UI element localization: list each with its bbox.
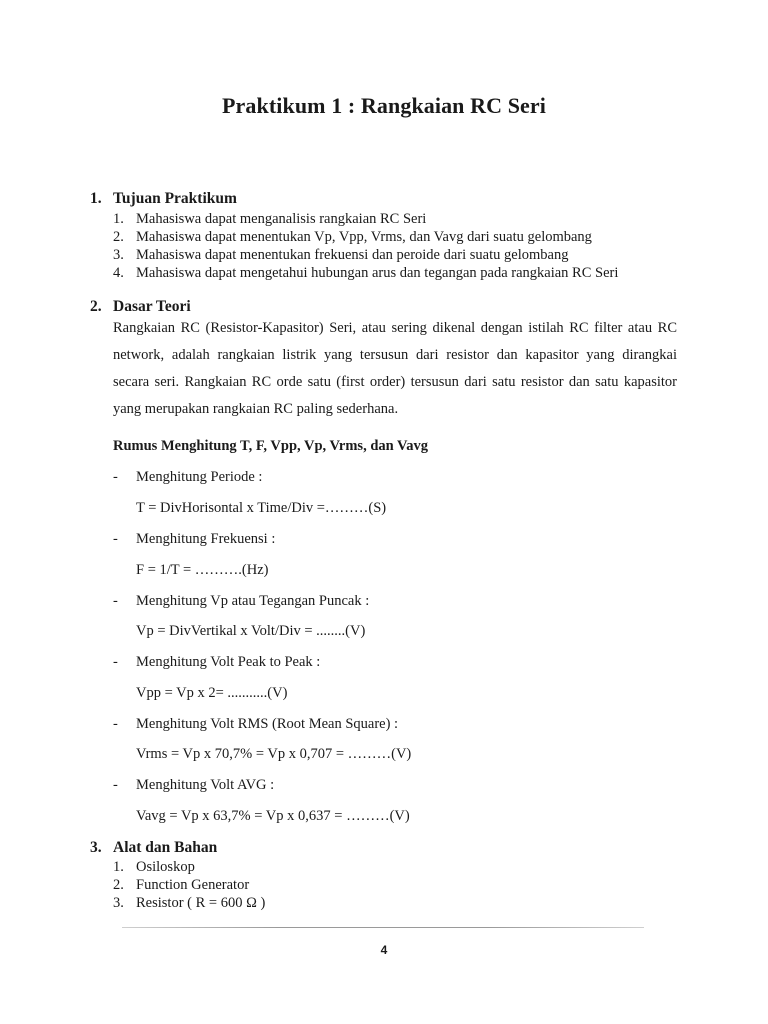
- paragraph-line: yang merupakan rangkaian RC paling sederhana.: [113, 401, 399, 417]
- formula-label-text: Menghitung Periode :: [136, 469, 263, 485]
- formula-label-text: Menghitung Volt Peak to Peak :: [136, 654, 321, 670]
- list-item: [113, 210, 618, 228]
- formula-label-text: Menghitung Volt AVG :: [136, 777, 275, 793]
- list-item-number: 3.: [113, 247, 124, 263]
- dash-bullet: -: [113, 469, 118, 485]
- formula-equation: Vp = DivVertikal x Volt/Div = ........(V): [136, 623, 366, 639]
- formula-subheading: Rumus Menghitung T, F, Vpp, Vp, Vrms, dan Vavg: [113, 438, 428, 454]
- list-item-text: Mahasiswa dapat menentukan frekuensi dan peroide dari suatu gelombang: [136, 247, 569, 263]
- list-item: [113, 228, 618, 246]
- list-item: [113, 894, 265, 912]
- section-2-heading: [90, 298, 191, 316]
- dash-bullet: -: [113, 593, 118, 609]
- list-item-text: Resistor ( R = 600 Ω ): [136, 895, 266, 911]
- formula-equation: F = 1/T = ……….(Hz): [136, 562, 269, 578]
- list-item-text: Mahasiswa dapat menentukan Vp, Vpp, Vrms, dan Vavg dari suatu gelombang: [136, 229, 592, 245]
- section-1-title: Tujuan Praktikum: [113, 190, 237, 207]
- paragraph-line: network, adalah rangkaian listrik yang tersusun dari resistor dan kapasitor yang dirangkai: [113, 347, 677, 363]
- list-item-text: Function Generator: [136, 877, 250, 893]
- list-item: [113, 264, 618, 282]
- dash-bullet: -: [113, 716, 118, 732]
- list-item-number: 1.: [113, 859, 124, 875]
- formula-label-text: Menghitung Frekuensi :: [136, 531, 276, 547]
- list-item-text: Mahasiswa dapat mengetahui hubungan arus dan tegangan pada rangkaian RC Seri: [136, 265, 619, 281]
- list-item: [113, 858, 265, 876]
- dash-bullet: -: [113, 777, 118, 793]
- formula-label: [113, 593, 369, 610]
- section-3-heading: [90, 839, 217, 857]
- section-2-number: 2.: [90, 298, 102, 315]
- section-3-title: Alat dan Bahan: [113, 839, 218, 856]
- formula-label: [113, 469, 262, 486]
- dash-bullet: -: [113, 531, 118, 547]
- list-item-number: 2.: [113, 229, 124, 245]
- page-title: Praktikum 1 : Rangkaian RC Seri: [222, 93, 546, 118]
- section-1-heading: [90, 190, 237, 208]
- list-item-number: 2.: [113, 877, 124, 893]
- list-item-number: 4.: [113, 265, 124, 281]
- section-1-number: 1.: [90, 190, 102, 207]
- theory-paragraph: [113, 315, 677, 423]
- formula-label: [113, 531, 275, 548]
- section-3-number: 3.: [90, 839, 102, 856]
- formula-equation: Vrms = Vp x 70,7% = Vp x 0,707 = ………(V): [136, 746, 412, 762]
- page-number: 4: [380, 943, 388, 957]
- formula-equation: Vpp = Vp x 2= ...........(V): [136, 685, 288, 701]
- formula-equation: T = DivHorisontal x Time/Div =………(S): [136, 500, 387, 516]
- formula-label: [113, 654, 320, 671]
- section-1-list: [113, 210, 618, 282]
- formula-label: [113, 777, 274, 794]
- paragraph-line: secara seri. Rangkaian RC orde satu (first order) tersusun dari satu resistor dan satu kapasitor: [113, 374, 677, 390]
- formula-label-text: Menghitung Vp atau Tegangan Puncak :: [136, 593, 370, 609]
- section-2-title: Dasar Teori: [113, 298, 191, 315]
- list-item: [113, 246, 618, 264]
- list-item-number: 3.: [113, 895, 124, 911]
- list-item-text: Mahasiswa dapat menganalisis rangkaian RC Seri: [136, 211, 427, 227]
- paragraph-line: Rangkaian RC (Resistor-Kapasitor) Seri, atau sering dikenal dengan istilah RC filter atau RC: [113, 320, 677, 336]
- footer-divider: [122, 927, 644, 928]
- dash-bullet: -: [113, 654, 118, 670]
- list-item-text: Osiloskop: [136, 859, 195, 875]
- formula-label-text: Menghitung Volt RMS (Root Mean Square) :: [136, 716, 399, 732]
- formula-equation: Vavg = Vp x 63,7% = Vp x 0,637 = ………(V): [136, 808, 410, 824]
- section-3-list: [113, 858, 265, 912]
- list-item: [113, 876, 265, 894]
- list-item-number: 1.: [113, 211, 124, 227]
- formula-label: [113, 716, 398, 733]
